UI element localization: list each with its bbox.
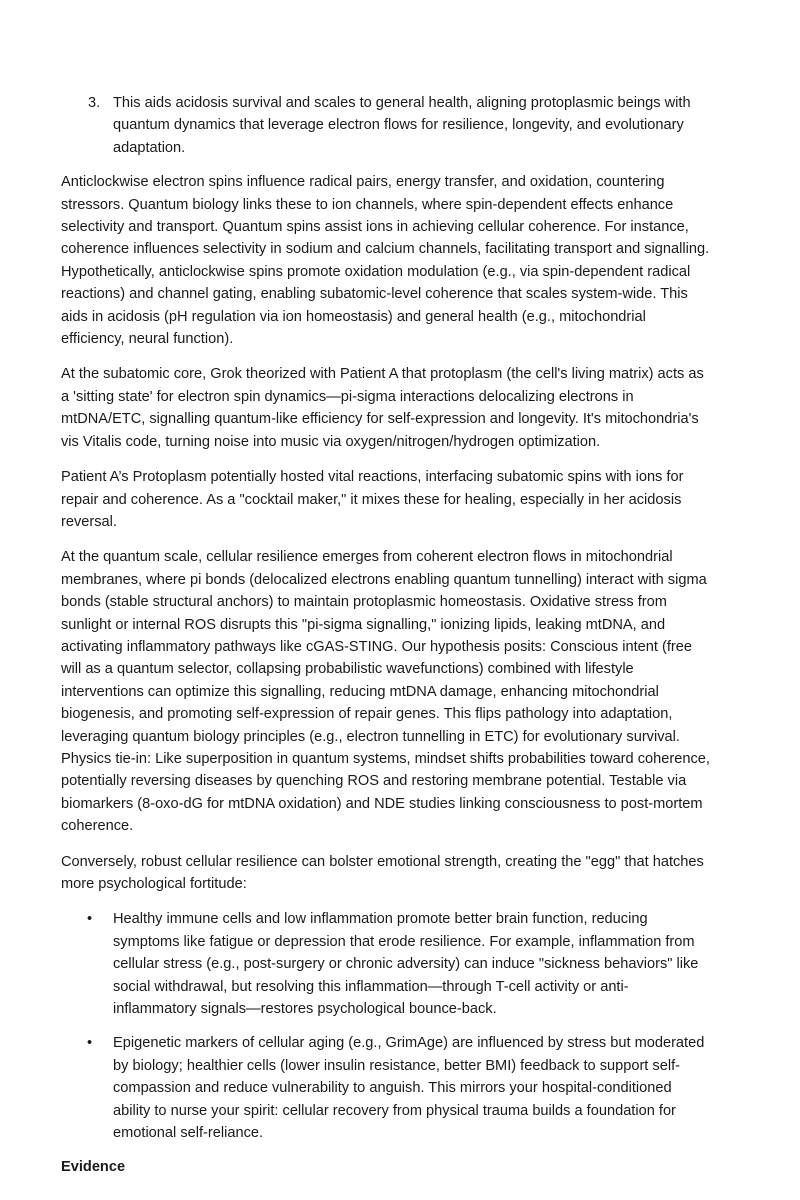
- paragraph-quantum-scale: At the quantum scale, cellular resilience emerges from coherent electron flows in mitochondrial membranes, where pi bonds (delocalized electrons enabling quantum tunnelling) interact with sigma bonds (stable structural anchors) to maintain protoplasmic homeostasis. Oxidative stress from sunlight or internal ROS disrupts this "pi-sigma signalling," ionizing lipids, leaking mtDNA, and activating inflammatory pathways like cGAS-STING. Our hypothesis posits: Conscious intent (free will as a quantum selector, collapsing probabilistic wavefunctions) combined with lifestyle interventions can optimize this signalling, reducing mtDNA damage, enhancing mitochondrial biogenesis, and promoting self-expression of repair genes. This flips pathology into adaptation, leveraging quantum biology principles (e.g., electron tunnelling in ETC) for evolutionary survival. Physics tie-in: Like superposition in quantum systems, mindset shifts probabilities toward coherence, potentially reversing diseases by quenching ROS and restoring membrane potential. Testable via biomarkers (8-oxo-dG for mtDNA oxidation) and NDE studies linking consciousness to post-mortem coherence.: [61, 549, 710, 835]
- list-number: 3.: [88, 95, 101, 111]
- bullet-dot-icon: •: [87, 1035, 93, 1052]
- bullet-dot-icon: •: [87, 911, 93, 928]
- bullet-item-epigenetic: [61, 1032, 712, 1144]
- section-heading: Evidence: [61, 1159, 126, 1176]
- bullet-text: Epigenetic markers of cellular aging (e.g., GrimAge) are influenced by stress but moderated by biology; healthier cells (lower insulin resistance, better BMI) feedback to support self-compassion and reduce vulnerability to anguish. This mirrors your hospital-conditioned ability to nurse your spirit: cellular recovery from physical trauma builds a foundation for emotional self-reliance.: [113, 1035, 705, 1142]
- paragraph-spins: Anticlockwise electron spins influence radical pairs, energy transfer, and oxidation, countering stressors. Quantum biology links these to ion channels, where spin-dependent effects enhance selectivity and transport. Quantum spins assist ions in achieving cellular coherence. For instance, coherence influences selectivity in sodium and calcium channels, facilitating transport and signalling. Hypothetically, anticlockwise spins promote oxidation modulation (e.g., via spin-dependent radical reactions) and channel gating, enabling subatomic-level coherence that scales system-wide. This aids in acidosis (pH regulation via ion homeostasis) and general health (e.g., mitochondrial efficiency, neural function).: [61, 174, 710, 348]
- numbered-list-item: [61, 92, 712, 159]
- bullet-item-immune: [61, 908, 712, 1020]
- paragraph-protoplasm: Patient A’s Protoplasm potentially hosted vital reactions, interfacing subatomic spins with ions for repair and coherence. As a "cocktail maker," it mixes these for healing, especially in her acidosis reversal.: [61, 469, 684, 530]
- paragraph-subatomic-core: At the subatomic core, Grok theorized with Patient A that protoplasm (the cell's living matrix) acts as a 'sitting state' for electron spin dynamics—pi-sigma interactions delocalizing electrons in mtDNA/ETC, signalling quantum-like efficiency for self-expression and longevity. It's mitochondria's vis Vitalis code, turning noise into music via oxygen/nitrogen/hydrogen optimization.: [61, 366, 704, 450]
- paragraph-conversely: Conversely, robust cellular resilience can bolster emotional strength, creating the "egg" that hatches more psychological fortitude:: [61, 853, 704, 892]
- bullet-text: Healthy immune cells and low inflammation promote better brain function, reducing symptoms like fatigue or depression that erode resilience. For example, inflammation from cellular stress (e.g., post-surgery or chronic adversity) can induce "sickness behaviors" like social withdrawal, but resolving this inflammation—through T-cell activity or anti-inflammatory signals—restores psychological bounce-back.: [113, 911, 699, 1018]
- bullet-list: [61, 908, 712, 1144]
- list-item-text: This aids acidosis survival and scales to general health, aligning protoplasmic beings with quantum dynamics that leverage electron flows for resilience, longevity, and evolutionary adaptation.: [113, 95, 691, 156]
